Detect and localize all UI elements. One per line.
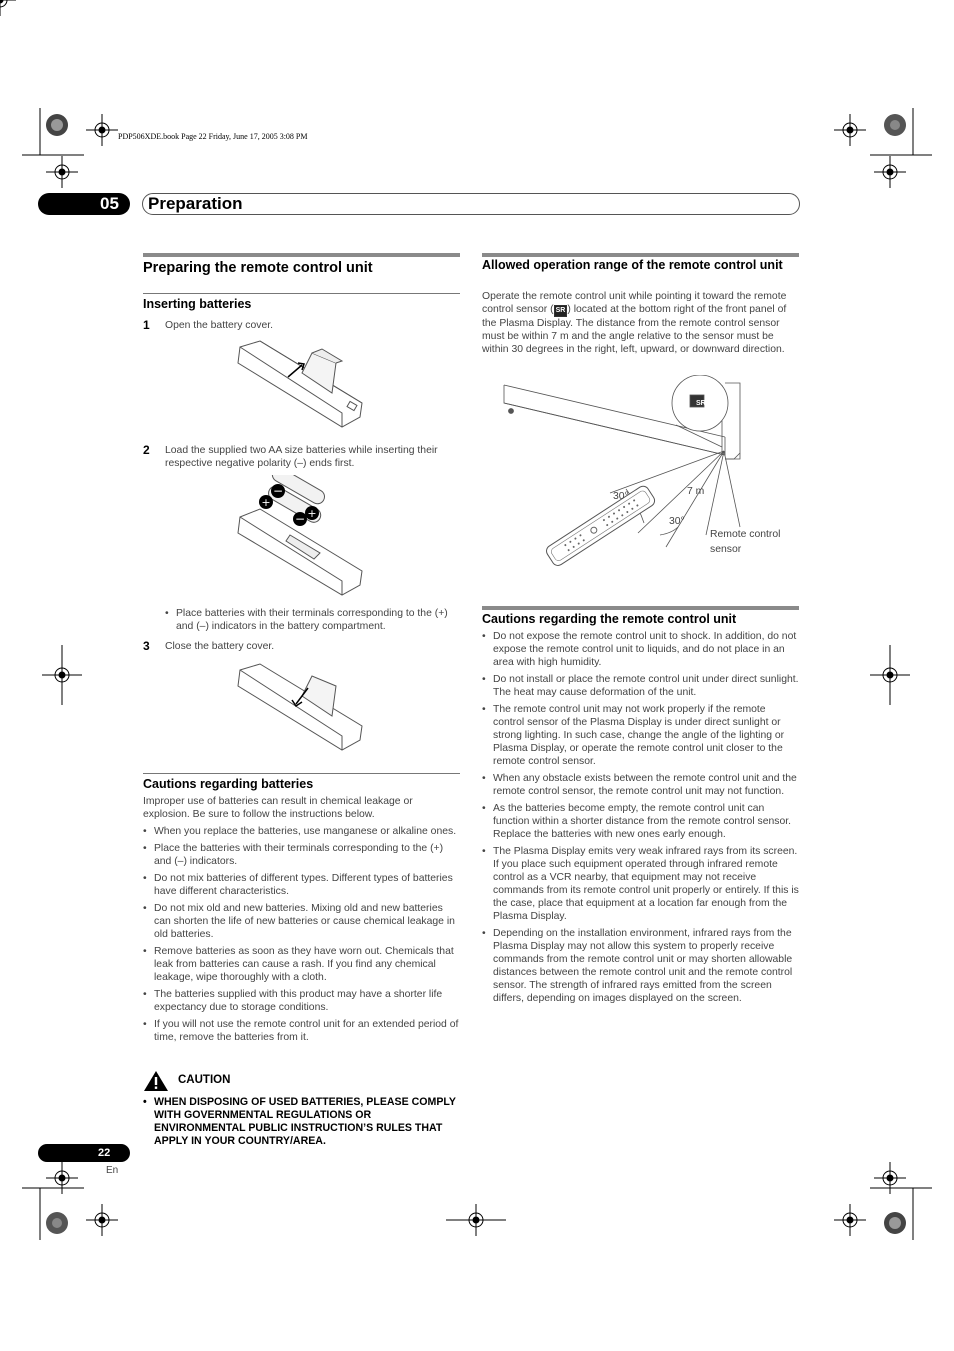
step-number: 3 [143,639,150,653]
list-item: • When you replace the batteries, use manganese or alkaline ones. [143,825,460,838]
step-number: 1 [143,318,150,332]
list-item: • If you will not use the remote control unit for an extended period of time, remove the batteries from it. [143,1018,460,1044]
section-rule [143,253,460,257]
list-item: • Do not expose the remote control unit to shock. In addition, do not expose the remote control unit to liquids, and do not place in an area with high humidity. [482,630,799,669]
remote-open-cover-illustration [230,335,370,435]
svg-text:+: + [307,507,317,520]
cautions-remote-list [482,630,799,1009]
sensor-label-line2: sensor [710,544,742,555]
operation-range-diagram [500,375,760,590]
angle-bottom-label: 30° [669,516,685,527]
caution-label: CAUTION [178,1074,231,1086]
cautions-remote-heading: Cautions regarding the remote control unit [482,612,737,626]
section-rule [482,606,799,610]
inserting-heading: Inserting batteries [143,297,252,311]
warning-icon [143,1070,169,1092]
step-number: 2 [143,443,150,457]
cautions-batteries-list [143,825,460,1048]
subsection-rule [143,293,460,294]
remote-load-batteries-illustration [230,475,375,605]
caution-text: • WHEN DISPOSING OF USED BATTERIES, PLEASE COMPLY WITH GOVERNMENTAL REGULATIONS OR ENVIRONMENTAL PUBLIC INSTRUCTION’S RULES THAT APPLY IN YOUR COUNTRY/AREA. [143,1096,463,1148]
list-item: • Do not mix batteries of different types. Different types of batteries have different characteristics. [143,872,460,898]
section-title: Preparing the remote control unit [143,260,373,276]
language-code: En [106,1165,119,1176]
svg-text:−: − [294,512,306,526]
step-text: Load the supplied two AA size batteries while inserting their respective negative polarity (–) ends first. [165,445,438,469]
sensor-symbol-diagram: SR [696,400,706,407]
section-rule [482,253,799,257]
list-item: • Place the batteries with their terminals corresponding to the (+) and (–) indicators. [143,842,460,868]
print-header: PDP506XDE.book Page 22 Friday, June 17, 2005 3:08 PM [118,132,308,141]
list-item: • The remote control unit may not work properly if the remote control sensor of the Plasma Display is under direct sunlight or strong lighting. In such case, change the angle of the lighting or Plasma Display, or operate the remote control unit closer to the remote control sensor. [482,703,799,768]
battery-note-list [165,607,460,637]
list-item: • Depending on the installation environment, infrared rays from the Plasma Display may not allow this system to properly receive commands from the remote control unit or may shorten allowable distances between the remote control unit and the remote control sensor. The strength of infrared rays emitted from the screen differs, depending on images displayed on the screen. [482,927,799,1005]
list-item: • As the batteries become empty, the remote control unit can function within a shorter distance from the remote control sensor. Replace the batteries with new ones early enough. [482,802,799,841]
remote-close-cover-illustration [230,658,370,758]
range-text [482,290,794,356]
list-item: • Place batteries with their terminals corresponding to the (+) and (–) indicators in the battery compartment. [165,607,460,633]
chapter-title: Preparation [148,194,243,213]
range-heading: Allowed operation range of the remote control unit [482,258,783,272]
distance-label: 7 m [687,486,705,497]
step-text: Close the battery cover. [165,641,275,652]
svg-text:−: − [272,484,284,498]
subsection-rule [143,773,460,774]
chapter-number: 05 [100,194,119,213]
list-item: • When any obstacle exists between the remote control unit and the remote control sensor, the remote control unit may not function. [482,772,799,798]
cautions-batteries-intro: Improper use of batteries can result in chemical leakage or explosion. Be sure to follow the instructions below. [143,796,413,820]
sensor-symbol: SR [554,305,568,317]
sensor-label-line1: Remote control [710,529,781,540]
page-number: 22 [98,1147,111,1159]
range-text-after: ) located at the bottom right of the front panel of the Plasma Display. The distance from the remote control sensor must be within 7 m and the angle relative to the sensor must be within 30 degrees in the right, left, upward, or downward direction. [482,304,787,355]
page-number-pill [38,1144,130,1162]
svg-text:+: + [261,496,271,509]
list-item: • Do not mix old and new batteries. Mixing old and new batteries can shorten the life of new batteries or cause chemical leakage in old batteries. [143,902,460,941]
step-text: Open the battery cover. [165,320,274,331]
cautions-batteries-heading: Cautions regarding batteries [143,777,314,791]
list-item: • The batteries supplied with this product may have a shorter life expectancy due to storage conditions. [143,988,460,1014]
list-item: • Do not install or place the remote control unit under direct sunlight. The heat may cause deformation of the unit. [482,673,799,699]
caution-list [143,1096,463,1148]
list-item: • The Plasma Display emits very weak infrared rays from its screen. If you place such equipment operated through infrared remote control as a VCR nearby, that equipment may not receive commands from its remote control unit properly or entirely. If this is the case, place that equipment at a location far enough from the Plasma Display. [482,845,799,923]
range-text-before: Operate the remote control unit while pointing it toward the remote control sensor ( [482,291,787,315]
list-item: • Remove batteries as soon as they have worn out. Chemicals that leak from batteries can cause a rash. If you find any chemical leakage, wipe thoroughly with a cloth. [143,945,460,984]
angle-top-label: 30° [613,491,629,502]
